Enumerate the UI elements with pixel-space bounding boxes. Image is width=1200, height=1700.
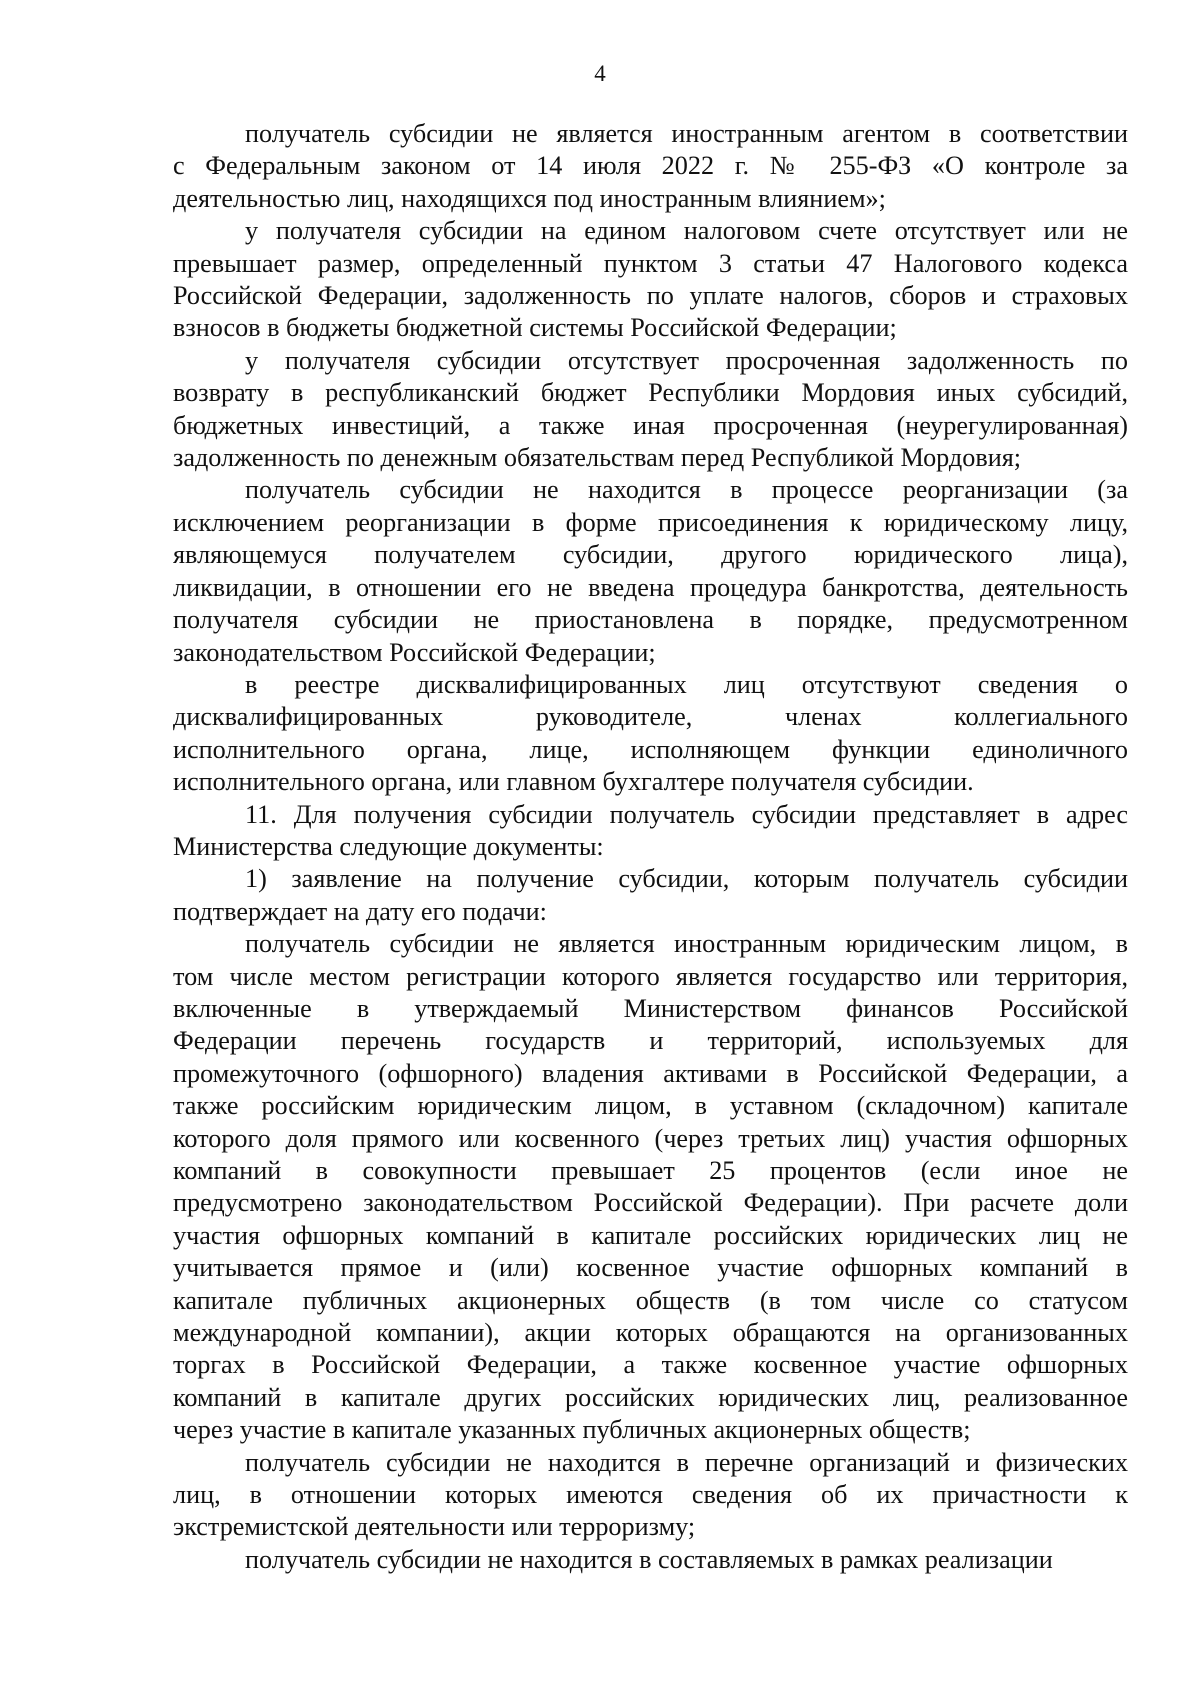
- text-line: у получателя субсидии на едином налоговом счете отсутствует или не: [245, 216, 1128, 246]
- text-line: задолженность по денежным обязательствам перед Республикой Мордовия;: [173, 443, 1022, 473]
- text-line: учитывается прямое и (или) косвенное участие офшорных компаний в: [173, 1253, 1128, 1283]
- text-line: участия офшорных компаний в капитале российских юридических лиц не: [173, 1220, 1128, 1250]
- text-line: Российской Федерации, задолженность по уплате налогов, сборов и страховых: [173, 281, 1128, 311]
- text-line: деятельностью лиц, находящихся под иностранным влиянием»;: [173, 183, 886, 213]
- text-line: возврату в республиканский бюджет Республики Мордовия иных субсидий,: [173, 378, 1128, 408]
- text-line: исполнительного органа, или главном бухгалтере получателя субсидии.: [173, 767, 974, 797]
- paragraph: [173, 1544, 1128, 1576]
- paragraph: [173, 474, 1128, 668]
- text-line: экстремистской деятельности или терроризму;: [173, 1512, 696, 1542]
- text-line: получателя субсидии не приостановлена в порядке, предусмотренном: [173, 605, 1128, 635]
- text-line: которого доля прямого или косвенного (через третьих лиц) участия офшорных: [173, 1123, 1128, 1153]
- paragraph: [173, 863, 1128, 928]
- text-line: 1) заявление на получение субсидии, которым получатель субсидии: [245, 864, 1128, 894]
- text-line: дисквалифицированных руководителе, членах коллегиального: [173, 702, 1128, 732]
- text-line: через участие в капитале указанных публичных акционерных обществ;: [173, 1415, 971, 1445]
- paragraph: [173, 928, 1128, 1447]
- text-line: получатель субсидии не находится в процессе реорганизации (за: [245, 475, 1128, 505]
- text-line: капитале публичных акционерных обществ (в том числе со статусом: [173, 1285, 1128, 1315]
- text-line: лиц, в отношении которых имеются сведения об их причастности к: [173, 1480, 1128, 1510]
- text-line: торгах в Российской Федерации, а также косвенное участие офшорных: [173, 1350, 1128, 1380]
- paragraph: [173, 669, 1128, 799]
- text-line: бюджетных инвестиций, а также иная просроченная (неурегулированная): [173, 410, 1128, 440]
- paragraph: [173, 799, 1128, 864]
- text-line: являющемуся получателем субсидии, другого юридического лица),: [173, 540, 1128, 570]
- text-line: компаний в капитале других российских юридических лиц, реализованное: [173, 1382, 1128, 1412]
- text-line: получатель субсидии не находится в составляемых в рамках реализации: [245, 1544, 1053, 1574]
- document-body: [173, 118, 1128, 1576]
- paragraph: [173, 1447, 1128, 1544]
- text-line: предусмотрено законодательством Российской Федерации). При расчете доли: [173, 1188, 1128, 1218]
- text-line: законодательством Российской Федерации;: [173, 637, 656, 667]
- text-line: промежуточного (офшорного) владения активами в Российской Федерации, а: [173, 1058, 1128, 1088]
- text-line: взносов в бюджеты бюджетной системы Российской Федерации;: [173, 313, 897, 343]
- text-line: получатель субсидии не находится в перечне организаций и физических: [245, 1447, 1128, 1477]
- text-line: исключением реорганизации в форме присоединения к юридическому лицу,: [173, 507, 1128, 537]
- text-line: превышает размер, определенный пунктом 3 статьи 47 Налогового кодекса: [173, 248, 1128, 278]
- text-line: получатель субсидии не является иностранным юридическим лицом, в: [245, 929, 1128, 959]
- text-line: исполнительного органа, лице, исполняющем функции единоличного: [173, 734, 1128, 764]
- paragraph: [173, 118, 1128, 215]
- text-line: международной компании), акции которых обращаются на организованных: [173, 1318, 1128, 1348]
- paragraph: [173, 345, 1128, 475]
- page-number: 4: [594, 61, 606, 86]
- paragraph: [173, 215, 1128, 345]
- text-line: ликвидации, в отношении его не введена процедура банкротства, деятельность: [173, 572, 1128, 602]
- text-line: Министерства следующие документы:: [173, 831, 604, 861]
- text-line: получатель субсидии не является иностранным агентом в соответствии: [245, 119, 1128, 148]
- text-line: у получателя субсидии отсутствует просроченная задолженность по: [245, 345, 1128, 375]
- text-line: с Федеральным законом от 14 июля 2022 г. № 255-ФЗ «О контроле за: [173, 151, 1128, 181]
- text-line: 11. Для получения субсидии получатель субсидии представляет в адрес: [245, 799, 1128, 829]
- text-line: том числе местом регистрации которого является государство или территория,: [173, 961, 1128, 991]
- text-line: Федерации перечень государств и территорий, используемых для: [173, 1026, 1128, 1056]
- text-line: подтверждает на дату его подачи:: [173, 896, 547, 926]
- text-line: в реестре дисквалифицированных лиц отсутствуют сведения о: [245, 669, 1128, 699]
- text-line: включенные в утверждаемый Министерством финансов Российской: [173, 993, 1128, 1023]
- text-line: также российским юридическим лицом, в уставном (складочном) капитале: [173, 1091, 1128, 1121]
- text-line: компаний в совокупности превышает 25 процентов (если иное не: [173, 1156, 1128, 1185]
